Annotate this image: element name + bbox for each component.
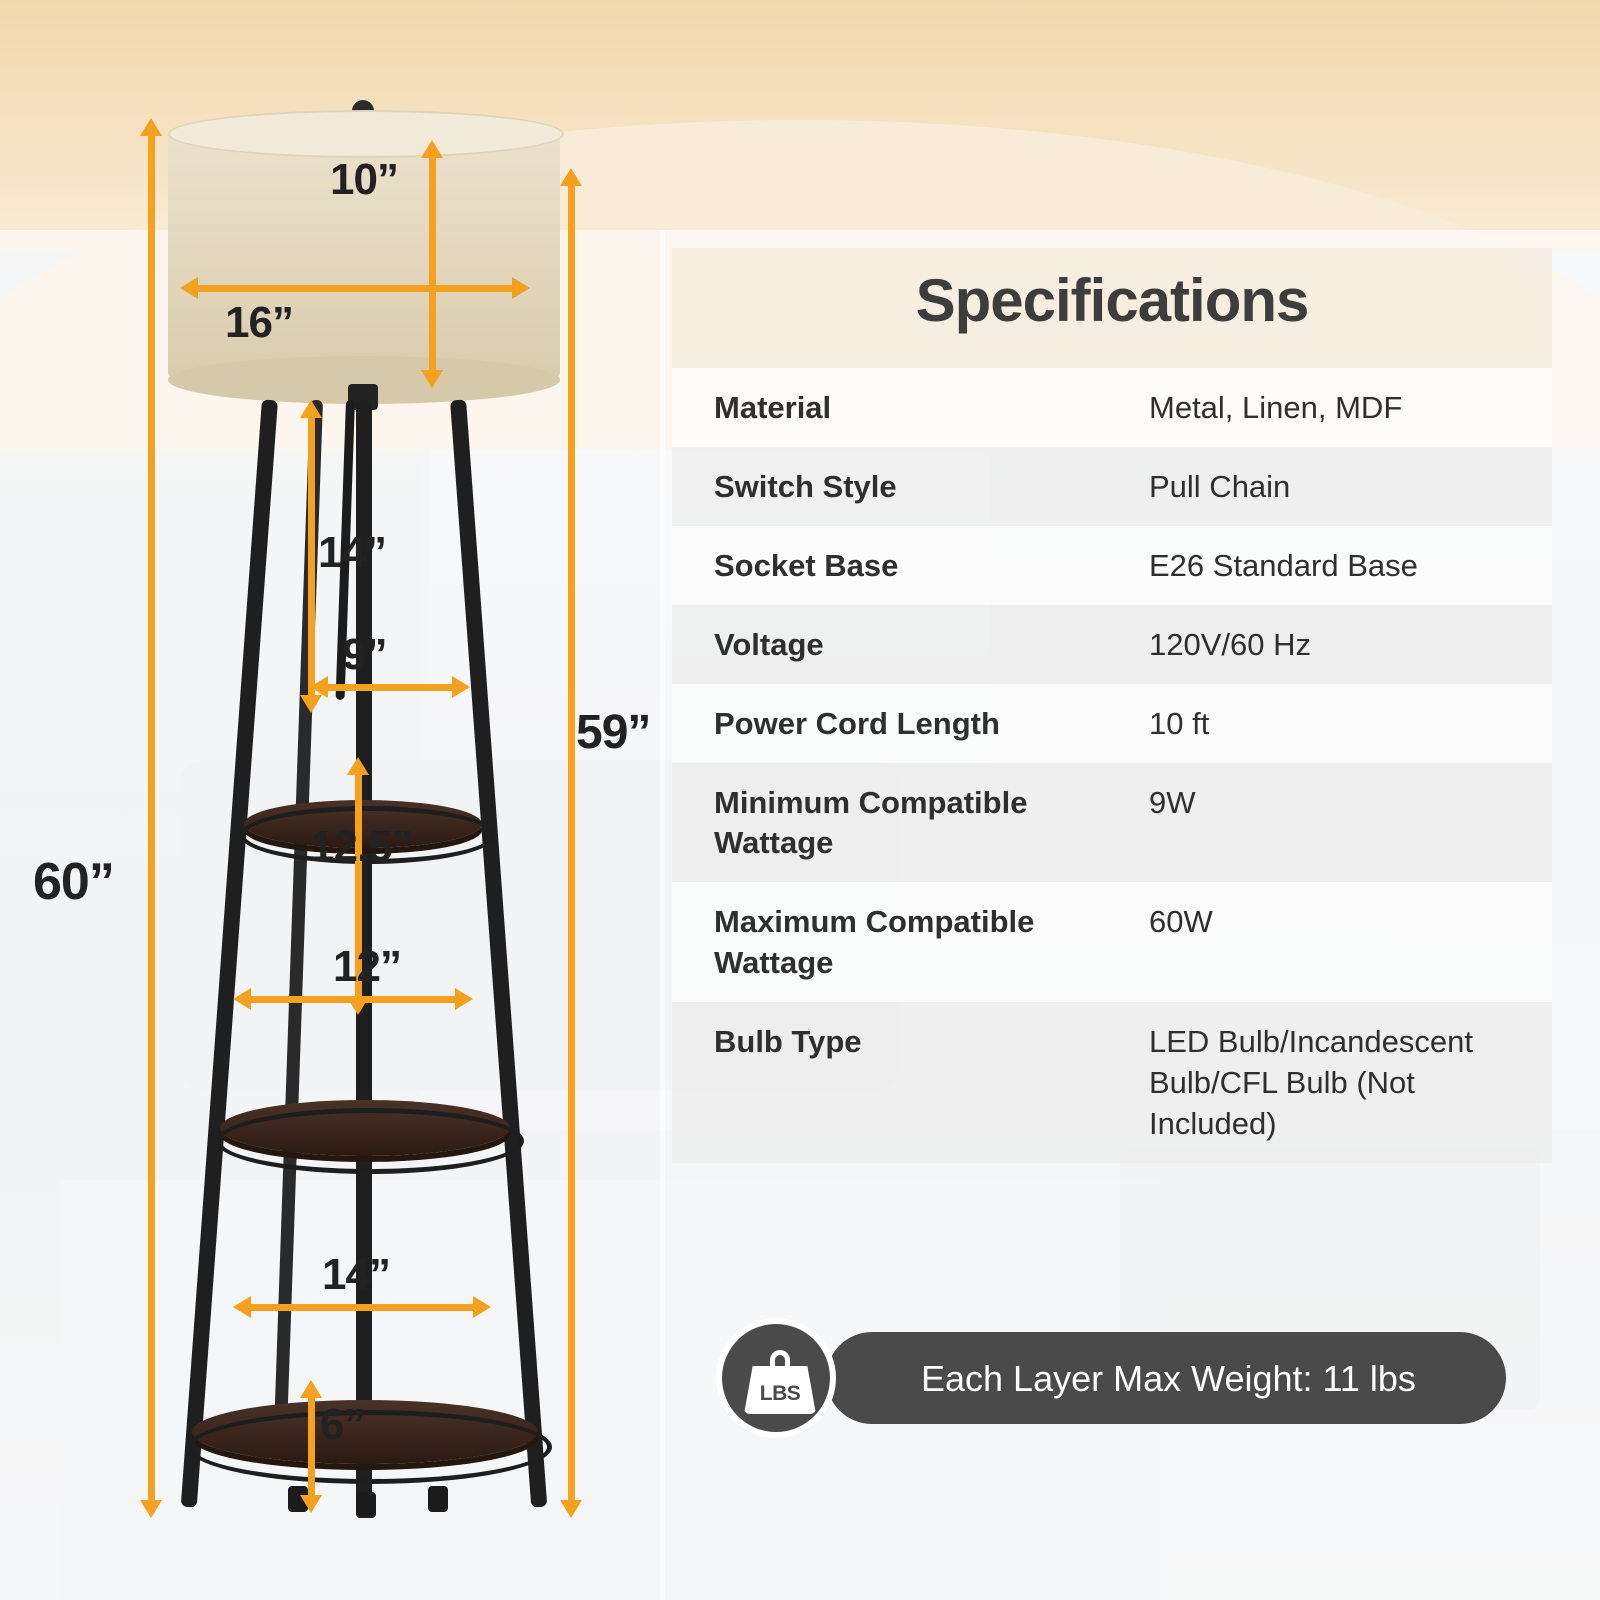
spec-value: Metal, Linen, MDF [1149, 390, 1403, 425]
table-row [672, 1002, 1552, 1163]
spec-value: 9W [1149, 784, 1196, 820]
weight-icon [744, 1350, 816, 1414]
spec-key: Voltage [714, 626, 824, 662]
lamp-leg-back [273, 400, 323, 1450]
lamp-leg-left [181, 399, 278, 1507]
table-row [672, 526, 1552, 605]
spec-key: Maximum Compatible Wattage [714, 904, 1035, 981]
lamp-foot-right [428, 1486, 448, 1512]
dimension-label-middle-shelf-diameter: 12” [333, 942, 401, 991]
table-row [672, 447, 1552, 526]
dimension-label-top-to-middle-shelf: 12.5” [310, 822, 413, 871]
weight-icon-label: LBS [759, 1382, 801, 1405]
specifications-title-band [672, 248, 1552, 368]
lamp-leg-right [450, 399, 547, 1507]
dimension-label-bottom-shelf-diameter: 14” [322, 1250, 390, 1299]
dimension-label-shade-depth: 10” [330, 155, 398, 204]
dimension-label-shade-width: 16” [225, 298, 293, 347]
spec-key: Socket Base [714, 547, 899, 583]
table-row [672, 882, 1552, 1002]
lamp-foot-middle [356, 1492, 376, 1518]
dimension-label-top-shelf-diameter: 9” [342, 630, 387, 679]
spec-value: 10 ft [1149, 705, 1210, 741]
dimension-label-shade-to-top-shelf: 14” [318, 528, 386, 577]
lamp-shelf-bottom-ring [188, 1410, 552, 1484]
dimension-label-bottom-shelf-height: 6” [320, 1400, 365, 1449]
lamp-shade-top-rim [168, 110, 564, 158]
table-row [672, 368, 1552, 447]
spec-key: Material [714, 390, 832, 425]
spec-key: Power Cord Length [714, 705, 1000, 741]
dimension-label-overall-height: 60” [33, 853, 114, 911]
max-weight-text: Each Layer Max Weight: 11 lbs [921, 1358, 1416, 1399]
spec-key: Bulb Type [714, 1024, 862, 1060]
lamp-shelf-middle-ring [216, 1108, 524, 1174]
table-row [672, 684, 1552, 763]
specifications-panel [672, 248, 1552, 1163]
specifications-title: Specifications [915, 267, 1309, 334]
weight-icon-circle [716, 1318, 836, 1438]
spec-value: Pull Chain [1149, 468, 1291, 504]
spec-value: LED Bulb/Incandescent Bulb/CFL Bulb (Not Included) [1149, 1024, 1473, 1141]
dimension-label-pole-height: 59” [576, 706, 651, 759]
table-row [672, 763, 1552, 883]
spec-value: E26 Standard Base [1149, 547, 1418, 583]
spec-key: Switch Style [714, 468, 897, 504]
spec-value: 120V/60 Hz [1149, 626, 1311, 662]
max-weight-badge [716, 1318, 1506, 1438]
table-row [672, 605, 1552, 684]
spec-key: Minimum Compatible Wattage [714, 784, 1028, 861]
spec-value: 60W [1149, 904, 1213, 940]
